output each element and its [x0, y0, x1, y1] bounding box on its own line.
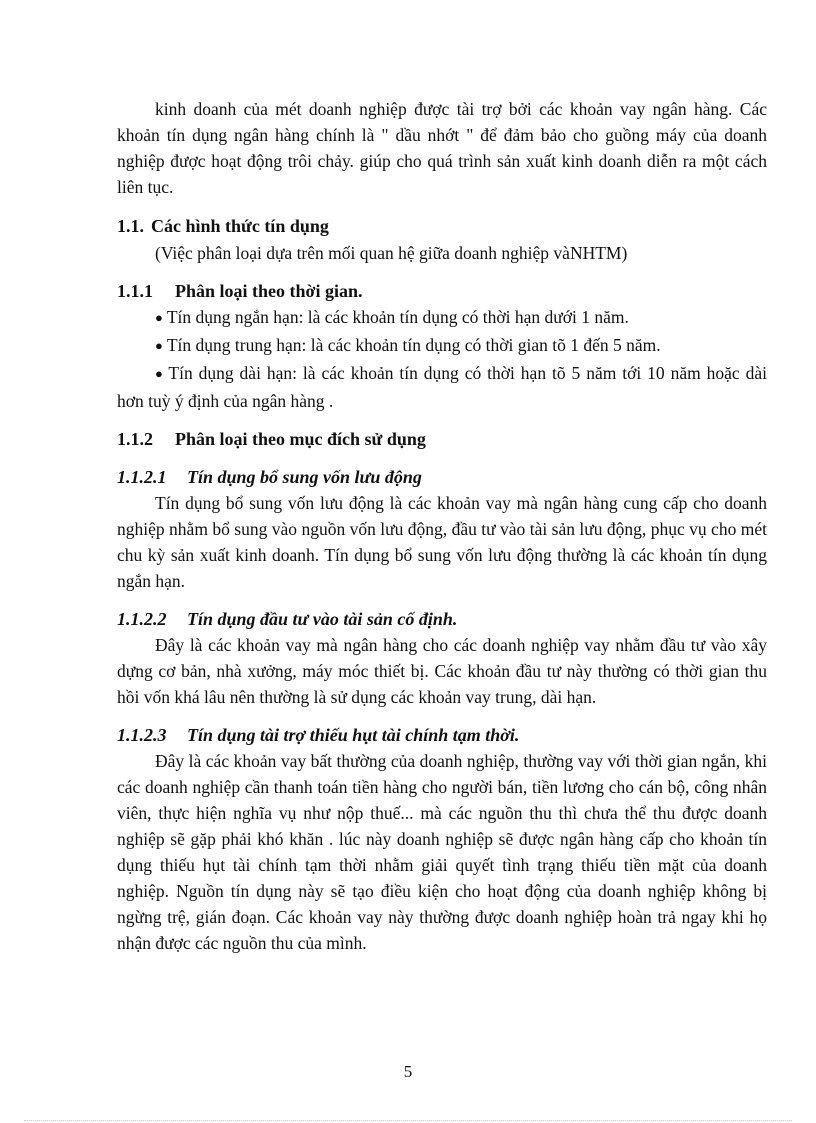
classification-note: (Việc phân loại dựa trên mối quan hệ giữa doanh nghiệp vàNHTM) [155, 243, 628, 263]
bullet-icon: ● [155, 310, 163, 325]
section-body: Tín dụng bổ sung vốn lưu động là các khoản vay mà ngân hàng cung cấp cho doanh nghiệp nhằm bổ sung vào nguồn vốn lưu động, đầu tư vào tài sản lưu động, phục vụ cho mét chu kỳ sản xuất kinh doanh. Tín dụng bổ sung vốn lưu động thường là các khoản tín dụng ngắn hạn. [117, 493, 767, 591]
heading-title: Phân loại theo thời gian. [175, 281, 363, 301]
heading-1-1-2-2 [117, 606, 767, 632]
bullet-icon: ● [155, 366, 165, 381]
bullet-item [117, 304, 767, 332]
intro-paragraph: kinh doanh của mét doanh nghiệp được tài trợ bởi các khoản vay ngân hàng. Các khoản tín dụng ngân hàng chính là " dầu nhớt " để đảm bảo cho guồng máy của doanh nghiệp được hoạt động trôi chảy. giúp cho quá trình sản xuất kinh doanh diễn ra một cách liên tục. [117, 99, 767, 197]
heading-title: Tín dụng bổ sung vốn lưu động [187, 467, 422, 487]
heading-number: 1.1.2 [117, 429, 153, 449]
section-body: Đây là các khoản vay bất thường của doanh nghiệp, thường vay với thời gian ngắn, khi các doanh nghiệp cần thanh toán tiền hàng cho người bán, tiền lương cho cán bộ, công nhân viên, thực hiện nghĩa vụ như nộp thuế... mà các nguồn thu thì chưa thể thu được doanh nghiệp sẽ gặp phải khó khăn . lúc này doanh nghiệp sẽ được ngân hàng cấp cho khoản tín dụng thiếu hụt tài chính tạm thời nhằm giải quyết tình trạng thiếu tiền mặt của doanh nghiệp. Nguồn tín dụng này sẽ tạo điều kiện cho hoạt động của doanh nghiệp không bị ngừng trệ, gián đoạn. Các khoản vay này thường được doanh nghiệp hoàn trả ngay khi họ nhận được các nguồn thu của mình. [117, 751, 767, 953]
bullet-text: Tín dụng dài hạn: là các khoản tín dụng có thời hạn tõ 5 năm tới 10 năm hoặc dài hơn tuỳ ý định của ngân hàng . [117, 363, 767, 411]
page-content [117, 96, 767, 956]
heading-number: 1.1.2.3 [117, 725, 167, 745]
bullet-text: Tín dụng trung hạn: là các khoản tín dụng có thời gian tõ 1 đến 5 năm. [166, 335, 661, 355]
heading-1-1-2-1 [117, 464, 767, 490]
heading-title: Các hình thức tín dụng [151, 216, 329, 236]
heading-1-1-2-3 [117, 722, 767, 748]
heading-number: 1.1.1 [117, 281, 153, 301]
section-body: Đây là các khoản vay mà ngân hàng cho các doanh nghiệp vay nhằm đầu tư vào xây dựng cơ bản, nhà xưởng, máy móc thiết bị. Các khoản đầu tư này thường có thời gian thu hồi vốn khá lâu nên thường là sử dụng các khoản vay trung, dài hạn. [117, 635, 767, 707]
heading-title: Phân loại theo mục đích sử dụng [175, 429, 426, 449]
heading-title: Tín dụng đầu tư vào tài sản cố định. [187, 609, 458, 629]
bullet-icon: ● [155, 338, 163, 353]
heading-number: 1.1.2.2 [117, 609, 167, 629]
heading-1-1 [117, 213, 767, 239]
footer-divider [24, 1120, 792, 1121]
heading-1-1-1 [117, 278, 767, 304]
heading-number: 1.1. [117, 216, 144, 236]
heading-title: Tín dụng tài trợ thiếu hụt tài chính tạm thời. [187, 725, 520, 745]
heading-1-1-2 [117, 426, 767, 452]
heading-number: 1.1.2.1 [117, 467, 167, 487]
page-number: 5 [403, 1062, 413, 1081]
bullet-text: Tín dụng ngắn hạn: là các khoản tín dụng có thời hạn dưới 1 năm. [166, 307, 629, 327]
bullet-item [117, 360, 767, 414]
bullet-item [117, 332, 767, 360]
